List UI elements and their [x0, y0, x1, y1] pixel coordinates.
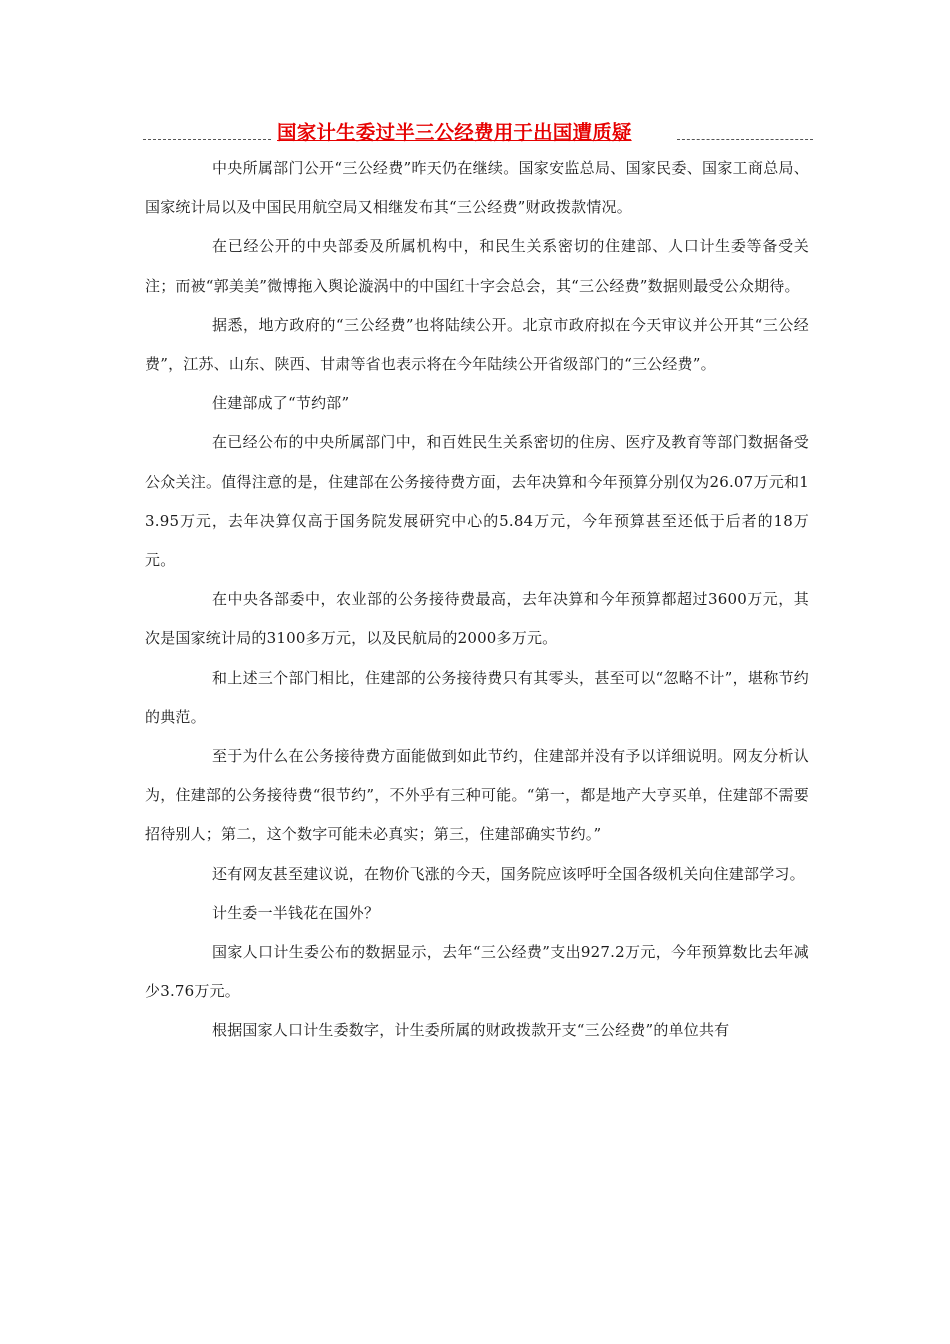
paragraph: 还有网友甚至建议说，在物价飞涨的今天，国务院应该呼吁全国各级机关向住建部学习。 [212, 864, 805, 883]
paragraph: 中央所属部门公开“三公经费”昨天仍在继续。国家安监总局、国家民委、国家工商总局、国家统计局以及中国民用航空局又相继发布其“三公经费”财政拨款情况。 [145, 159, 809, 217]
section-heading: 住建部成了“节约部” [212, 394, 350, 413]
title-dash-left [143, 139, 271, 140]
article-title: 国家计生委过半三公经费用于出国遭质疑 [277, 121, 632, 144]
title-row [143, 118, 813, 150]
paragraph: 在已经公布的中央所属部门中，和百姓民生关系密切的住房、医疗及教育等部门数据备受公众关注。值得注意的是，住建部在公务接待费方面，去年决算和今年预算分别仅为26.07万元和13.95万元，去年决算仅高于国务院发展研究中心的5.84万元，今年预算甚至还低于后者的18万元。 [145, 433, 809, 570]
paragraph: 在中央各部委中，农业部的公务接待费最高，去年决算和今年预算都超过3600万元，其次是国家统计局的3100多万元，以及民航局的2000多万元。 [145, 590, 809, 648]
title-dash-right [677, 139, 813, 140]
paragraph: 国家人口计生委公布的数据显示，去年“三公经费”支出927.2万元，今年预算数比去年减少3.76万元。 [145, 943, 809, 1001]
paragraph: 至于为什么在公务接待费方面能做到如此节约，住建部并没有予以详细说明。网友分析认为，住建部的公务接待费“很节约”，不外乎有三种可能。“第一，都是地产大亨买单，住建部不需要招待别人；第二，这个数字可能未必真实；第三，住建部确实节约。” [145, 747, 809, 844]
section-heading: 计生委一半钱花在国外？ [212, 903, 380, 922]
paragraph: 根据国家人口计生委数字，计生委所属的财政拨款开支“三公经费”的单位共有 [212, 1021, 730, 1040]
paragraph: 在已经公开的中央部委及所属机构中，和民生关系密切的住建部、人口计生委等备受关注；而被“郭美美”微博拖入舆论漩涡中的中国红十字会总会，其“三公经费”数据则最受公众期待。 [145, 237, 809, 295]
paragraph: 据悉，地方政府的“三公经费”也将陆续公开。北京市政府拟在今天审议并公开其“三公经费”，江苏、山东、陕西、甘肃等省也表示将在今年陆续公开省级部门的“三公经费”。 [145, 315, 809, 374]
paragraph: 和上述三个部门相比，住建部的公务接待费只有其零头，甚至可以“忽略不计”，堪称节约的典范。 [145, 668, 809, 726]
article-body [145, 149, 809, 1051]
